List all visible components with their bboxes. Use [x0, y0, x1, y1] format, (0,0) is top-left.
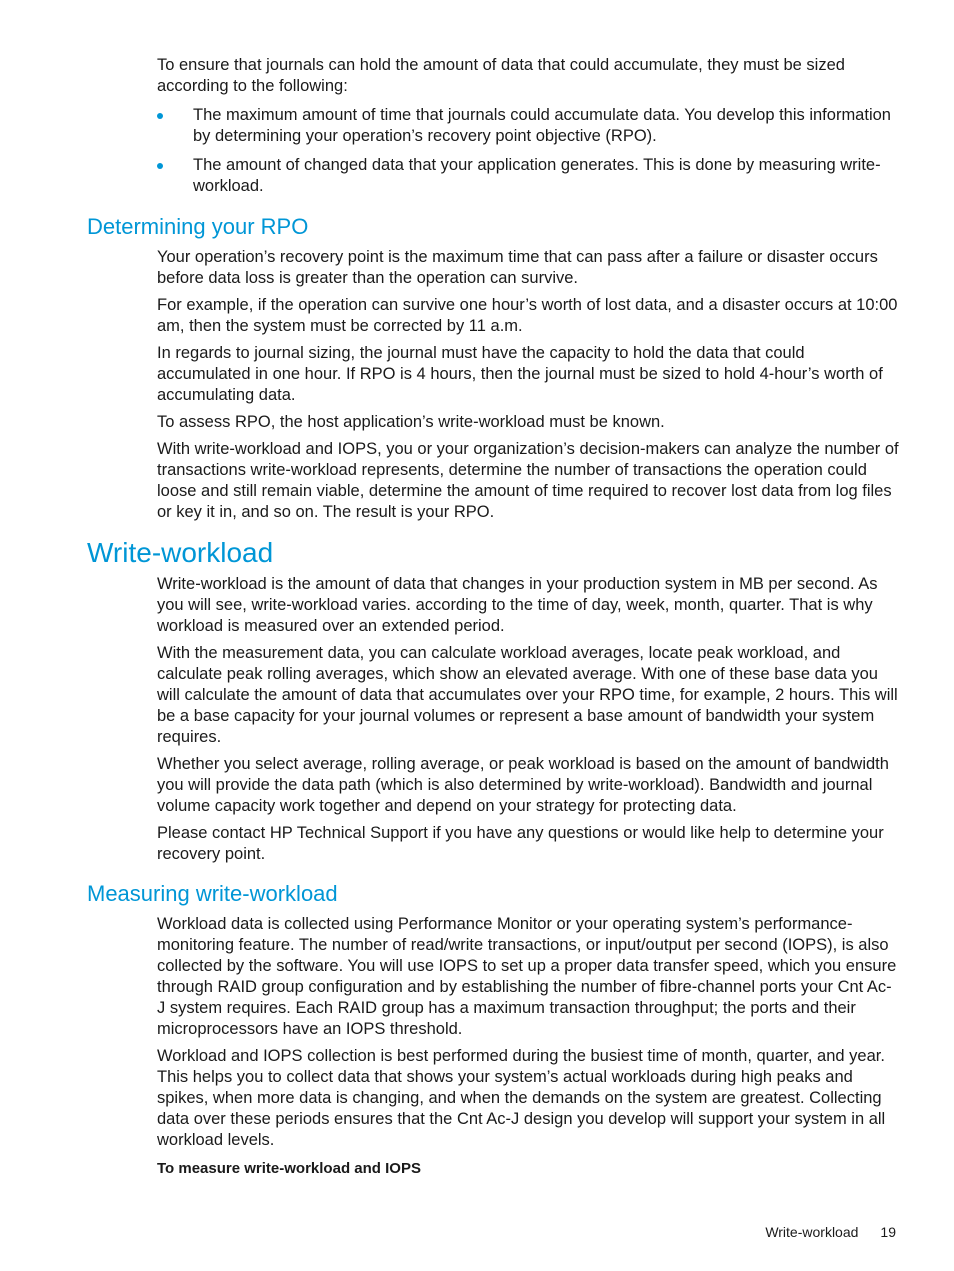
heading-measuring-write-workload: Measuring write-workload: [87, 881, 338, 906]
measuring-paragraph: Workload and IOPS collection is best performed during the busiest time of month, quarter, and year. This helps you to collect data that shows your system’s actual workloads during high peaks and spikes, when more data is changing, and when the demands on the system are greatest. Collecting data over these periods ensures that the Cnt Ac-J design you develop will support your system in all workload levels.: [157, 1047, 886, 1149]
rpo-paragraph: To assess RPO, the host application’s write-workload must be known.: [157, 413, 665, 431]
bullet-item: [157, 105, 899, 147]
intro-bullet-list: [157, 105, 899, 197]
bullet-dot-icon: [157, 113, 163, 119]
rpo-paragraph: For example, if the operation can survive one hour’s worth of lost data, and a disaster occurs at 10:00 am, then the system must be corrected by 11 a.m.: [157, 296, 898, 335]
rpo-paragraph: In regards to journal sizing, the journal must have the capacity to hold the data that could accumulated in one hour. If RPO is 4 hours, then the journal must be sized to hold 4-hour’s worth of accumulating data.: [157, 344, 883, 404]
page-number: 19: [880, 1224, 896, 1240]
write-workload-paragraph: Whether you select average, rolling average, or peak workload is based on the amount of bandwidth you will provide the data path (which is also determined by write-workload). Bandwidth and journal volume capacity work together and depend on your strategy for protecting data.: [157, 755, 889, 815]
footer-section-title: Write-workload: [765, 1224, 859, 1240]
bullet-text: The maximum amount of time that journals could accumulate data. You develop this information by determining your operation’s recovery point objective (RPO).: [193, 106, 891, 145]
heading-determining-rpo: Determining your RPO: [87, 214, 309, 239]
rpo-paragraph: Your operation’s recovery point is the maximum time that can pass after a failure or disaster occurs before data loss is greater than the operation can survive.: [157, 248, 878, 287]
intro-section: [157, 55, 899, 205]
rpo-paragraph: With write-workload and IOPS, you or your organization’s decision-makers can analyze the number of transactions write-workload represents, determine the number of transactions the operation could loose and still remain viable, determine the amount of time required to recover lost data from log files or key it in, and so on. The result is your RPO.: [157, 440, 899, 521]
write-workload-paragraph: Please contact HP Technical Support if you have any questions or would like help to determine your recovery point.: [157, 824, 884, 863]
bullet-dot-icon: [157, 163, 163, 169]
write-workload-paragraph: Write-workload is the amount of data that changes in your production system in MB per second. As you will see, write-workload varies. according to the time of day, week, month, quarter. That is why workload is measured over an extended period.: [157, 575, 878, 635]
bullet-item: [157, 155, 899, 197]
measuring-section: [157, 914, 899, 1179]
page-footer: [765, 1222, 896, 1242]
procedure-title: To measure write-workload and IOPS: [157, 1160, 421, 1177]
measuring-paragraph: Workload data is collected using Performance Monitor or your operating system’s performance-monitoring feature. The number of read/write transactions, or input/output per second (IOPS), is also collected by the software. You will use IOPS to set up a proper data transfer speed, which you ensure through RAID group configuration and by establishing the number of fibre-channel ports your Cnt Ac-J system requires. Each RAID group has a maximum transaction throughput; the ports and their microprocessors have an IOPS threshold.: [157, 915, 897, 1038]
rpo-section: [157, 247, 899, 529]
heading-write-workload: Write-workload: [87, 537, 274, 568]
intro-paragraph: To ensure that journals can hold the amount of data that could accumulate, they must be sized according to the following:: [157, 56, 845, 95]
bullet-text: The amount of changed data that your application generates. This is done by measuring write-workload.: [193, 156, 881, 195]
write-workload-paragraph: With the measurement data, you can calculate workload averages, locate peak workload, and calculate peak rolling averages, which show an elevated average. With one of these base data you will calculate the amount of data that accumulates over your RPO time, for example, 2 hours. This will be a base capacity for your journal volumes or represent a base amount of bandwidth your system requires.: [157, 644, 898, 746]
write-workload-section: [157, 574, 899, 871]
